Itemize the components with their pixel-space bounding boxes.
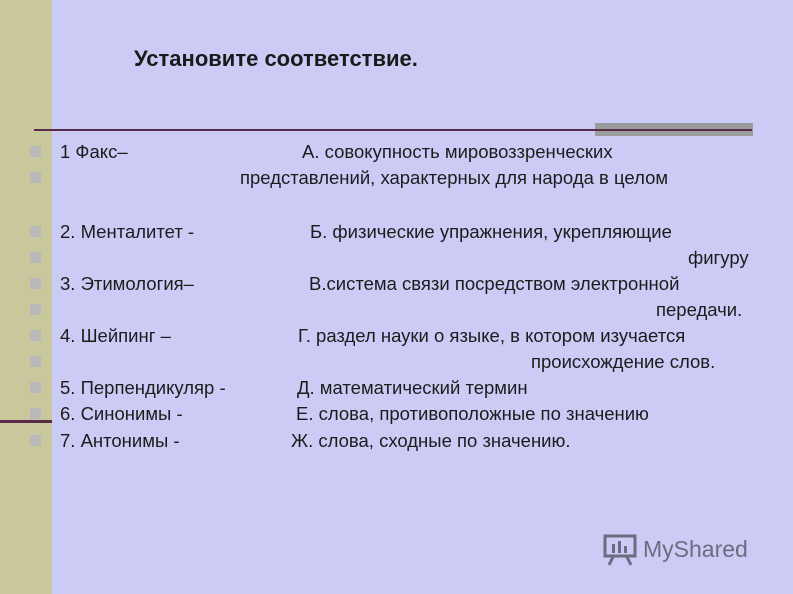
definition-v-cont: передачи. xyxy=(656,299,743,320)
bullet xyxy=(30,435,41,446)
definition-a: А. совокупность мировоззренческих xyxy=(302,141,613,162)
bullet xyxy=(30,382,41,393)
bullet xyxy=(30,330,41,341)
bullet xyxy=(30,304,41,315)
definition-g-cont: происхождение слов. xyxy=(531,351,716,372)
term-5: 5. Перпендикуляр - xyxy=(60,377,226,398)
bullet xyxy=(30,146,41,157)
bullet xyxy=(30,252,41,263)
myshared-logo xyxy=(603,532,748,566)
definition-e: Е. слова, противоположные по значению xyxy=(296,403,649,424)
definition-g: Г. раздел науки о языке, в котором изучается xyxy=(298,325,686,346)
bullet xyxy=(30,356,41,367)
term-7: 7. Антонимы - xyxy=(60,430,180,451)
definition-b-cont: фигуру xyxy=(688,247,749,268)
definition-d: Д. математический термин xyxy=(297,377,528,398)
title-rule xyxy=(34,129,752,131)
slide-title: Установите соответствие. xyxy=(134,46,418,71)
presentation-board-icon xyxy=(603,532,637,566)
bullet xyxy=(30,172,41,183)
watermark-text: MyShared xyxy=(643,535,748,562)
left-accent-line xyxy=(0,420,52,423)
bullet xyxy=(30,278,41,289)
definition-b: Б. физические упражнения, укрепляющие xyxy=(310,221,672,242)
definition-a-cont: представлений, характерных для народа в целом xyxy=(240,167,669,188)
term-3: 3. Этимология– xyxy=(60,273,194,294)
term-2: 2. Менталитет - xyxy=(60,221,195,242)
definition-zh: Ж. слова, сходные по значению. xyxy=(291,430,571,451)
definition-v: В.система связи посредством электронной xyxy=(309,273,680,294)
bullet xyxy=(30,408,41,419)
term-6: 6. Синонимы - xyxy=(60,403,183,424)
term-4: 4. Шейпинг – xyxy=(60,325,171,346)
left-decorative-band xyxy=(0,0,52,594)
term-1: 1 Факс– xyxy=(60,141,128,162)
bullet xyxy=(30,226,41,237)
